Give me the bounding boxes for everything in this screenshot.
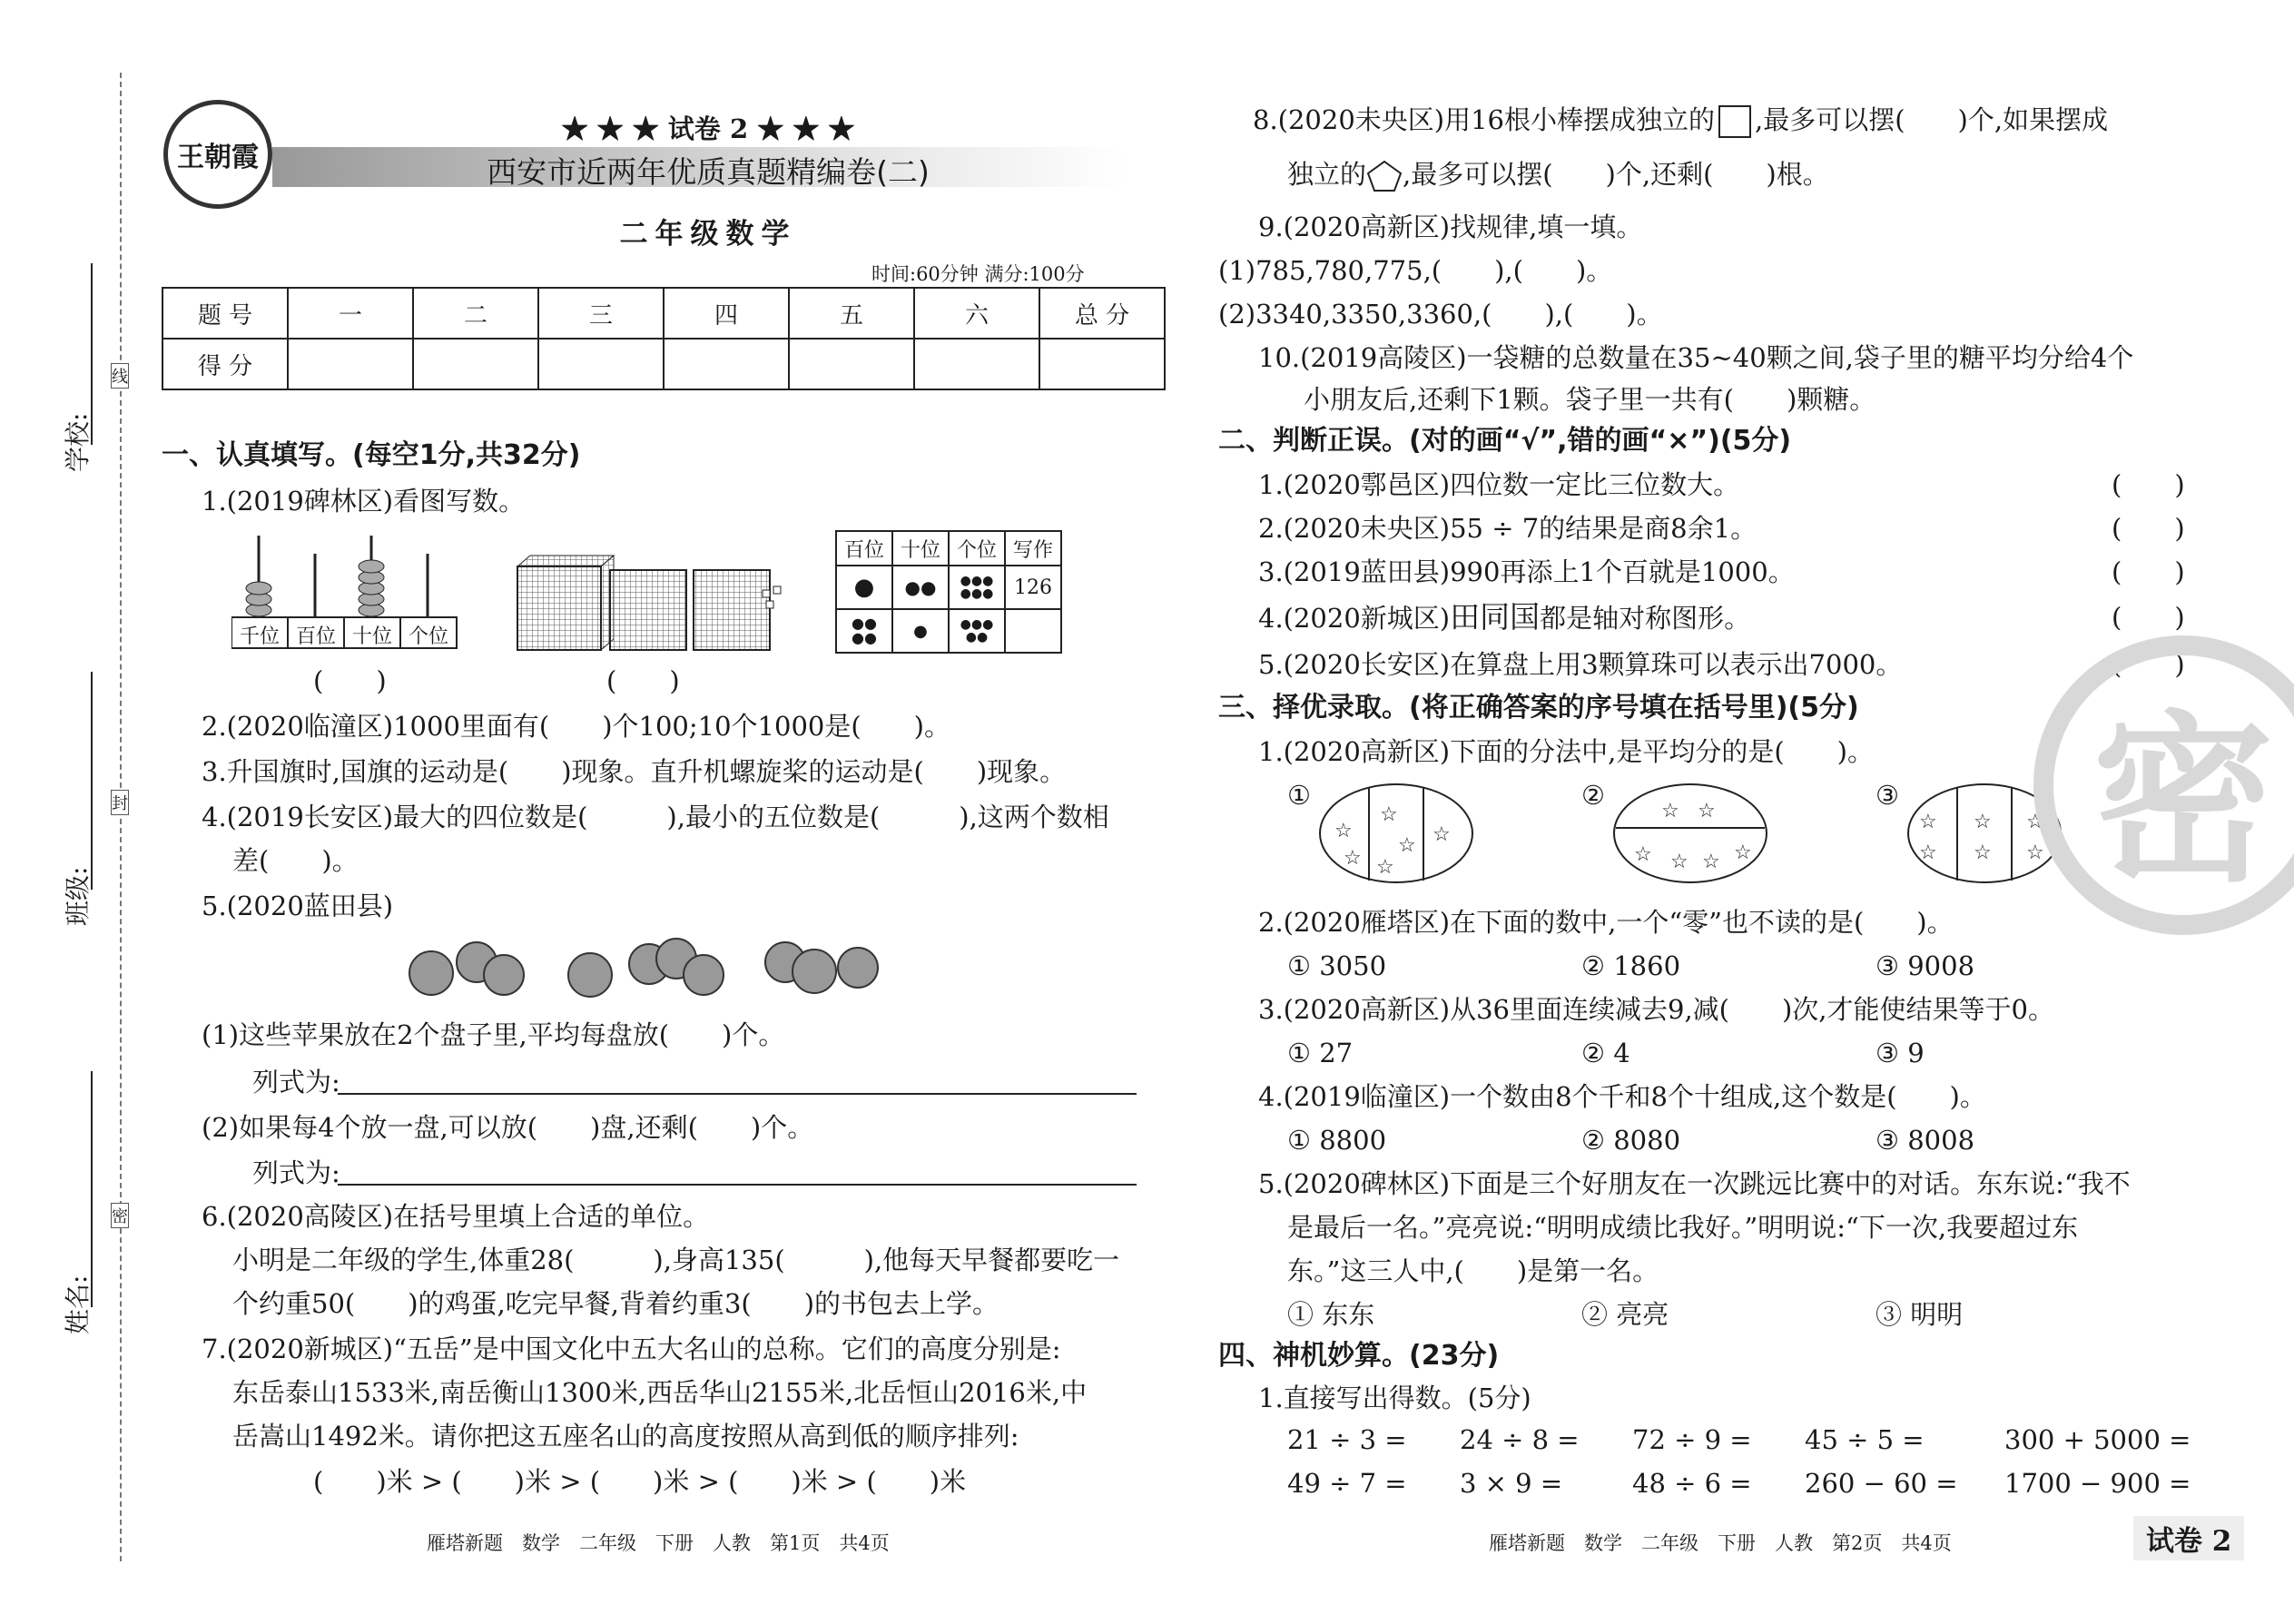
formula-label: 列式为: — [252, 1067, 340, 1097]
svg-text:☆: ☆ — [1433, 823, 1451, 846]
choice-2: 2.(2020雁塔区)在下面的数中,一个“零”也不读的是( )。 — [1258, 907, 1954, 938]
pv-head: 十位 — [892, 531, 949, 566]
calc-item[interactable]: 48 ÷ 6 = — [1632, 1468, 1752, 1499]
question-6-a: 小明是二年级的学生,体重28( ),身高135( ),他每天早餐都要吃一 — [232, 1245, 1120, 1275]
score-table — [162, 287, 1166, 390]
calc-heading: 1.直接写出得数。(5分) — [1258, 1383, 1531, 1413]
side-seal-mark: 封 — [111, 790, 129, 815]
question-10: 10.(2019高陵区)一袋糖的总数量在35~40颗之间,袋子里的糖平均分给4个 — [1258, 342, 2134, 373]
class-field[interactable] — [91, 672, 93, 890]
table-cell: 一 — [288, 288, 413, 339]
score-cell[interactable] — [789, 339, 914, 389]
question-6-b: 个约重50( )的鸡蛋,吃完早餐,背着约重3( )的书包去上学。 — [232, 1288, 999, 1319]
question-6: 6.(2020高陵区)在括号里填上合适的单位。 — [202, 1201, 710, 1232]
choice-3: 3.(2020高新区)从36里面连续减去9,减( )次,才能使结果等于0。 — [1258, 994, 2054, 1025]
choice-4: 4.(2019临潼区)一个数由8个千和8个十组成,这个数是( )。 — [1258, 1081, 1986, 1112]
choice-1: 1.(2020高新区)下面的分法中,是平均分的是( )。 — [1258, 736, 1874, 767]
choice-3-opt[interactable]: ③ 9 — [1876, 1038, 1925, 1068]
time-score: 时间:60分钟 满分:100分 — [871, 263, 1085, 285]
judge-answer[interactable]: ( ) — [2112, 602, 2185, 633]
table-cell: 题 号 — [162, 288, 288, 339]
calc-item[interactable]: 260 − 60 = — [1805, 1468, 1958, 1499]
choice-5-opt[interactable]: ③ 明明 — [1876, 1299, 1964, 1330]
choice-4-opt[interactable]: ② 8080 — [1581, 1125, 1681, 1156]
question-9-2: (2)3340,3350,3360,( ),( )。 — [1218, 299, 1663, 330]
pv-dots: ●● ●● — [836, 609, 892, 653]
judge-1: 1.(2020鄠邑区)四位数一定比三位数大。 — [1258, 469, 1740, 500]
seal-text: 密 — [2092, 693, 2274, 907]
svg-text:☆: ☆ — [1344, 847, 1362, 870]
judge-2: 2.(2020未央区)55 ÷ 7的结果是商8余1。 — [1258, 513, 1757, 544]
choice-4-opt[interactable]: ① 8800 — [1287, 1125, 1387, 1156]
section-2-heading: 二、判断正误。(对的画“√”,错的画“×”)(5分) — [1218, 425, 1792, 457]
apples-figure — [404, 935, 912, 999]
calc-item[interactable]: 24 ÷ 8 = — [1460, 1424, 1580, 1455]
score-cell[interactable] — [538, 339, 664, 389]
square-shape — [1718, 105, 1751, 138]
pv-dots: ● — [892, 609, 949, 653]
section-3-heading: 三、择优录取。(将正确答案的序号填在括号里)(5分) — [1218, 692, 1859, 723]
pv-head: 百位 — [836, 531, 892, 566]
name-field[interactable] — [91, 1071, 93, 1307]
judge-answer[interactable]: ( ) — [2112, 513, 2185, 544]
question-7: 7.(2020新城区)“五岳”是中国文化中五大名山的总称。它们的高度分别是: — [202, 1334, 1061, 1364]
section-1-heading: 一、认真填写。(每空1分,共32分) — [162, 439, 581, 471]
school-field[interactable] — [91, 263, 93, 445]
choice-5-b: 是最后一名。”亮亮说:“明明成绩比我好。”明明说:“下一次,我要超过东 — [1287, 1212, 2079, 1243]
pv-dots: ●● — [892, 566, 949, 609]
score-cell[interactable] — [288, 339, 413, 389]
judge-text: 4.(2020新城区) — [1258, 603, 1451, 634]
school-label: 学校: — [63, 412, 93, 472]
binding-line — [120, 73, 122, 1561]
formula-label: 列式为: — [252, 1157, 340, 1188]
table-cell: 四 — [664, 288, 789, 339]
question-7-d[interactable]: ( )米 > ( )米 > ( )米 > ( )米 > ( )米 — [313, 1466, 967, 1497]
score-header-row — [162, 288, 1165, 339]
question-5-2: (2)如果每4个放一盘,可以放( )盘,还剩( )个。 — [202, 1112, 814, 1143]
formula-line[interactable] — [338, 1093, 1137, 1095]
svg-text:☆: ☆ — [1734, 842, 1752, 864]
choice-2-opt[interactable]: ② 1860 — [1581, 950, 1681, 981]
place-value-table — [835, 530, 1062, 654]
svg-text:☆: ☆ — [1376, 856, 1394, 879]
answer-paren[interactable]: ( ) — [313, 665, 387, 696]
side-line-mark: 线 — [111, 363, 129, 389]
choice-1-opt[interactable]: ② — [1581, 780, 1605, 811]
pv-dots: ●●● ●●● — [949, 566, 1005, 609]
judge-answer[interactable]: ( ) — [2112, 469, 2185, 500]
calc-item[interactable]: 49 ÷ 7 = — [1287, 1468, 1407, 1499]
question-3: 3.升国旗时,国旗的运动是( )现象。直升机螺旋桨的运动是( )现象。 — [202, 756, 1067, 787]
left-footer: 雁塔新题 数学 二年级 下册 人教 第1页 共4页 — [427, 1532, 890, 1554]
right-footer: 雁塔新题 数学 二年级 下册 人教 第2页 共4页 — [1489, 1532, 1952, 1554]
q8-text: 独立的 — [1287, 159, 1367, 190]
question-7-b: 东岳泰山1533米,南岳衡山1300米,西岳华山2155米,北岳恒山2016米,中 — [232, 1377, 1088, 1408]
choice-2-opt[interactable]: ③ 9008 — [1876, 950, 1975, 981]
pv-dots: ●●● ●● — [949, 609, 1005, 653]
pv-head: 个位 — [949, 531, 1005, 566]
svg-text:☆: ☆ — [1334, 820, 1353, 842]
table-cell: 总 分 — [1039, 288, 1165, 339]
judge-answer[interactable]: ( ) — [2112, 556, 2185, 587]
name-label: 姓名: — [63, 1275, 93, 1334]
choice-1-opt[interactable]: ① — [1287, 780, 1311, 811]
pv-answer[interactable] — [1005, 609, 1061, 653]
paper-title: 西安市近两年优质真题精编卷(二) — [487, 154, 930, 190]
abacus-labels — [231, 621, 457, 649]
division-ovals-figure — [1316, 781, 2088, 890]
question-10-b: 小朋友后,还剩下1颗。袋子里一共有( )颗糖。 — [1304, 384, 1876, 415]
choice-5-opt[interactable]: ② 亮亮 — [1581, 1299, 1669, 1330]
score-row[interactable] — [162, 339, 1165, 389]
choice-1-opt[interactable]: ③ — [1876, 780, 1899, 811]
score-cell[interactable] — [1039, 339, 1165, 389]
score-cell[interactable] — [413, 339, 538, 389]
pentagon-shape — [1366, 160, 1403, 192]
answer-paren[interactable]: ( ) — [606, 665, 680, 696]
question-8 — [1253, 102, 2108, 138]
table-cell: 二 — [413, 288, 538, 339]
judge-answer[interactable]: ( ) — [2112, 649, 2185, 680]
judge-text: 都是轴对称图形。 — [1540, 603, 1751, 634]
choice-4-opt[interactable]: ③ 8008 — [1876, 1125, 1975, 1156]
paper-tag: ★ ★ ★ 试卷 2 ★ ★ ★ — [561, 113, 855, 144]
svg-text:☆: ☆ — [1974, 842, 1992, 864]
svg-text:☆: ☆ — [1634, 843, 1652, 866]
logo-text: 王朝霞 — [177, 142, 259, 173]
formula-line[interactable] — [338, 1184, 1137, 1186]
question-9: 9.(2020高新区)找规律,填一填。 — [1258, 212, 1643, 242]
section-4-heading: 四、神机妙算。(23分) — [1218, 1340, 1500, 1372]
block-cubes-figure — [516, 554, 797, 654]
svg-text:☆: ☆ — [1702, 851, 1720, 873]
judge-4 — [1258, 599, 1750, 636]
score-cell[interactable] — [914, 339, 1039, 389]
q8-text: 8.(2020未央区)用16根小棒摆成独立的 — [1253, 104, 1716, 135]
svg-text:☆: ☆ — [1974, 811, 1992, 833]
choice-5-opt[interactable]: ① 东东 — [1287, 1299, 1375, 1330]
question-2: 2.(2020临潼区)1000里面有( )个100;10个1000是( )。 — [202, 711, 950, 742]
abacus-label: 千位 — [239, 625, 280, 648]
table-cell: 三 — [538, 288, 664, 339]
table-cell: 得 分 — [162, 339, 288, 389]
svg-text:☆: ☆ — [1919, 811, 1937, 833]
svg-text:☆: ☆ — [1698, 800, 1716, 822]
calc-item[interactable]: 72 ÷ 9 = — [1632, 1424, 1752, 1455]
pv-value: 126 — [1005, 566, 1061, 609]
question-1: 1.(2019碑林区)看图写数。 — [202, 486, 526, 517]
side-mi-mark: 密 — [111, 1203, 129, 1228]
class-label: 班级: — [63, 866, 93, 926]
abacus-label: 个位 — [408, 625, 448, 648]
subject-title: 二年级数学 — [619, 218, 797, 251]
question-7-c: 岳嵩山1492米。请你把这五座名山的高度按照从高到低的顺序排列: — [232, 1421, 1019, 1452]
symmetric-chars: 田同国 — [1450, 599, 1541, 635]
svg-text:☆: ☆ — [1661, 800, 1679, 822]
choice-5-c: 东。”这三人中,( )是第一名。 — [1287, 1255, 1659, 1286]
svg-text:☆: ☆ — [2026, 811, 2044, 833]
svg-text:☆: ☆ — [2026, 842, 2044, 864]
question-4: 4.(2019长安区)最大的四位数是( ),最小的五位数是( ),这两个数相 — [202, 802, 1109, 832]
svg-text:☆: ☆ — [1670, 851, 1689, 873]
calc-item[interactable]: 300 + 5000 = — [2004, 1424, 2191, 1455]
choice-3-opt[interactable]: ① 27 — [1287, 1038, 1354, 1068]
calc-item[interactable]: 3 × 9 = — [1460, 1468, 1563, 1499]
table-cell: 六 — [914, 288, 1039, 339]
svg-text:☆: ☆ — [1380, 803, 1398, 826]
calc-item[interactable]: 21 ÷ 3 = — [1287, 1424, 1407, 1455]
choice-2-opt[interactable]: ① 3050 — [1287, 950, 1387, 981]
calc-item[interactable]: 45 ÷ 5 = — [1805, 1424, 1925, 1455]
calc-item[interactable]: 1700 − 900 = — [2004, 1468, 2191, 1499]
watermark-seal — [2033, 635, 2294, 935]
table-cell: 五 — [789, 288, 914, 339]
question-9-1: (1)785,780,775,( ),( )。 — [1218, 255, 1613, 286]
judge-3: 3.(2019蓝田县)990再添上1个百就是1000。 — [1258, 556, 1795, 587]
score-cell[interactable] — [664, 339, 789, 389]
logo — [163, 100, 272, 209]
svg-text:☆: ☆ — [1398, 834, 1416, 857]
q8-text: ,最多可以摆( )个,如果摆成 — [1755, 104, 2109, 135]
q8-text: ,最多可以摆( )个,还剩( )根。 — [1403, 159, 1829, 190]
choice-5: 5.(2020碑林区)下面是三个好朋友在一次跳远比赛中的对话。东东说:“我不 — [1258, 1168, 2131, 1199]
paper-badge: 试卷 2 — [2133, 1516, 2244, 1560]
choice-3-opt[interactable]: ② 4 — [1581, 1038, 1630, 1068]
svg-text:☆: ☆ — [1919, 842, 1937, 864]
pv-dots: ● — [836, 566, 892, 609]
question-5-1: (1)这些苹果放在2个盘子里,平均每盘放( )个。 — [202, 1019, 785, 1050]
judge-5: 5.(2020长安区)在算盘上用3颗算珠可以表示出7000。 — [1258, 649, 1903, 680]
abacus-label: 百位 — [295, 625, 336, 648]
pv-head: 写作 — [1005, 531, 1061, 566]
abacus-label: 十位 — [351, 625, 392, 648]
question-5: 5.(2020蓝田县) — [202, 891, 394, 921]
question-4-cont: 差( )。 — [232, 845, 359, 876]
question-8-b — [1287, 156, 1829, 192]
